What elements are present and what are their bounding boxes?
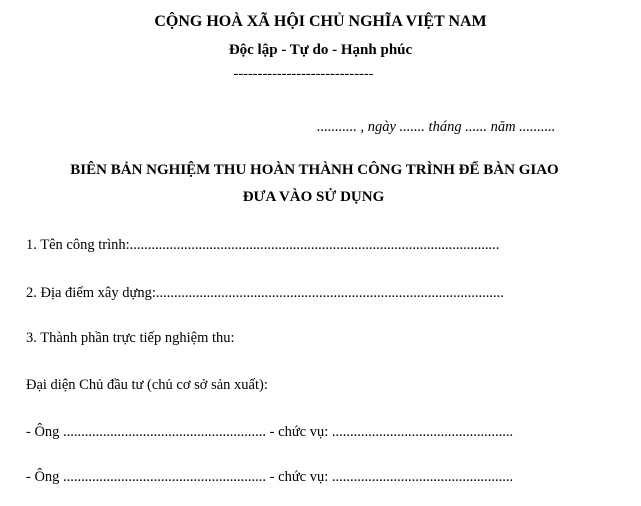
field-participants: 3. Thành phần trực tiếp nghiệm thu: xyxy=(26,330,235,346)
document-title-line-2: ĐƯA VÀO SỬ DỤNG xyxy=(242,189,385,205)
country-name: CỘNG HOÀ XÃ HỘI CHỦ NGHĨA VIỆT NAM xyxy=(154,13,487,30)
field-person-1: - Ông ........................................................ - chức vụ: .................................................. xyxy=(26,424,514,440)
header-divider: ----------------------------- xyxy=(233,66,374,82)
document-title-line-1: BIÊN BẢN NGHIỆM THU HOÀN THÀNH CÔNG TRÌNH ĐỂ BÀN GIAO xyxy=(70,162,559,178)
date-line: ........... , ngày ....... tháng ...... năm .......... xyxy=(317,119,556,135)
field-investor-representative: Đại diện Chủ đầu tư (chủ cơ sở sản xuất): xyxy=(26,377,268,393)
field-project-name: 1. Tên công trình:...................................................................................................... xyxy=(26,237,500,253)
field-person-2: - Ông ........................................................ - chức vụ: .................................................. xyxy=(26,469,514,485)
field-location: 2. Địa điểm xây dựng:................................................................................................ xyxy=(26,285,504,301)
national-motto: Độc lập - Tự do - Hạnh phúc xyxy=(228,42,413,58)
